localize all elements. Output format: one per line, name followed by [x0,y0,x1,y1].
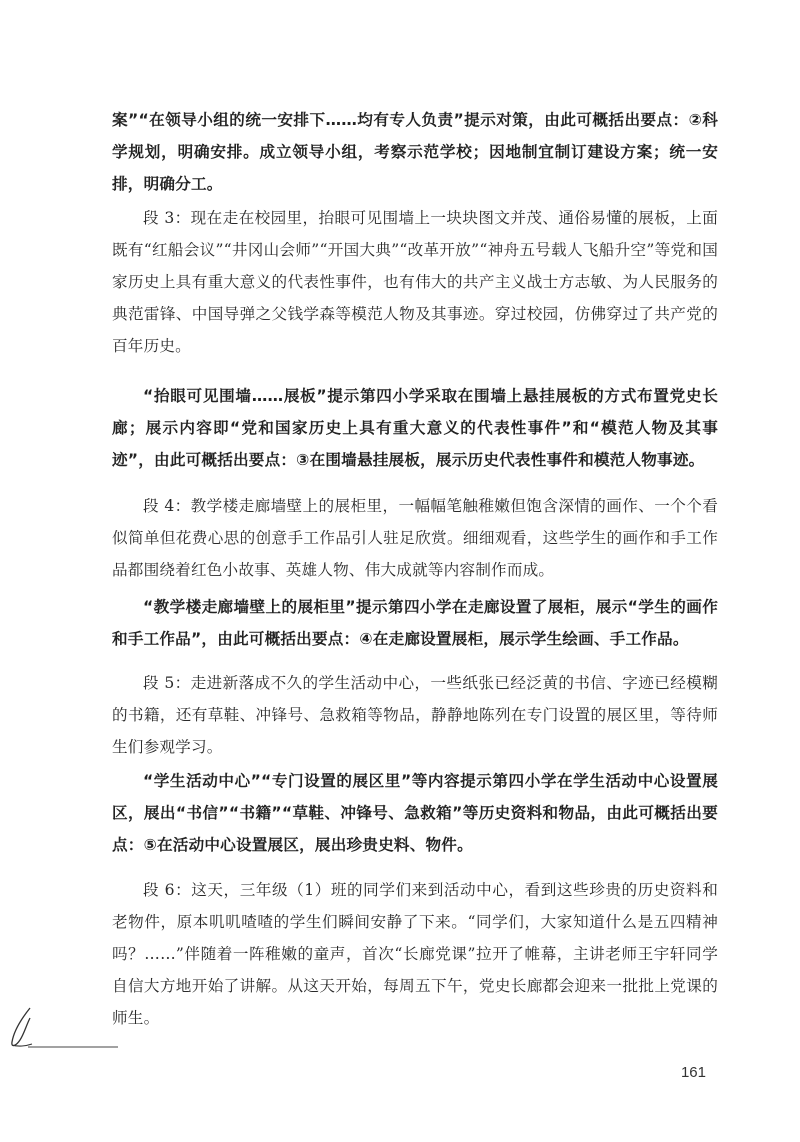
source-paragraph-5 [112,667,718,763]
analysis-paragraph-2 [112,380,718,476]
signature-mark [0,1000,130,1060]
source-paragraph-6 [112,874,718,1034]
paragraph-text: 案”“在领导小组的统一安排下……均有专人负责”提示对策，由此可概括出要点：②科学规划，明确安排。成立领导小组，考察示范学校；因地制宜制订建设方案；统一安排，明确分工。 [112,111,718,193]
paragraph-text: “抬眼可见围墙……展板”提示第四小学采取在围墙上悬挂展板的方式布置党史长廊；展示内容即“党和国家历史上具有重大意义的代表性事件”和“模范人物及其事迹”，由此可概括出要点：③在围墙悬挂展板，展示历史代表性事件和模范人物事迹。 [112,387,718,469]
paragraph-text: 段 3：现在走在校园里，抬眼可见围墙上一块块图文并茂、通俗易懂的展板，上面既有“红船会议”“井冈山会师”“开国大典”“改革开放”“神舟五号载人飞船升空”等党和国家历史上具有重大意义的代表性事件，也有伟大的共产主义战士方志敏、为人民服务的典范雷锋、中国导弹之父钱学森等模范人物及其事迹。穿过校园，仿佛穿过了共产党的百年历史。 [112,209,718,355]
analysis-paragraph-4 [112,765,718,861]
paragraph-text: 段 4：教学楼走廊墙壁上的展柜里，一幅幅笔触稚嫩但饱含深情的画作、一个个看似简单但花费心思的创意手工作品引人驻足欣赏。细细观看，这些学生的画作和手工作品都围绕着红色小故事、英雄人物、伟大成就等内容制作而成。 [112,497,718,579]
source-paragraph-3 [112,202,718,362]
page-number: 161 [680,1064,706,1081]
analysis-paragraph-1 [112,104,718,200]
paragraph-text: 段 6：这天，三年级（1）班的同学们来到活动中心，看到这些珍贵的历史资料和老物件，原本叽叽喳喳的学生们瞬间安静了下来。“同学们，大家知道什么是五四精神吗？……”伴随着一阵稚嫩的童声，首次“长廊党课”拉开了帷幕，主讲老师王宇轩同学自信大方地开始了讲解。从这天开始，每周五下午，党史长廊都会迎来一批批上党课的师生。 [112,881,718,1027]
source-paragraph-4 [112,490,718,586]
paragraph-text: “学生活动中心”“专门设置的展区里”等内容提示第四小学在学生活动中心设置展区，展出“书信”“书籍”“草鞋、冲锋号、急救箱”等历史资料和物品，由此可概括出要点：⑤在活动中心设置展区，展出珍贵史料、物件。 [112,772,718,854]
analysis-paragraph-3 [112,591,718,655]
paragraph-text: 段 5：走进新落成不久的学生活动中心，一些纸张已经泛黄的书信、字迹已经模糊的书籍，还有草鞋、冲锋号、急救箱等物品，静静地陈列在专门设置的展区里，等待师生们参观学习。 [112,674,718,756]
paragraph-text: “教学楼走廊墙壁上的展柜里”提示第四小学在走廊设置了展柜，展示“学生的画作和手工作品”，由此可概括出要点：④在走廊设置展柜，展示学生绘画、手工作品。 [112,598,718,648]
